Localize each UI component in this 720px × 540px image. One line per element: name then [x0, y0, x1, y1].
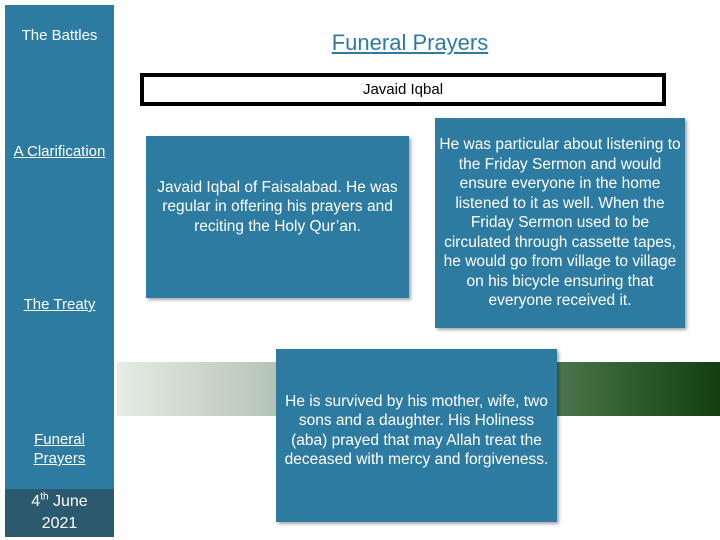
sidebar-item-a-clarification[interactable]: A Clarification: [13, 143, 106, 160]
date-box: [5, 489, 114, 537]
sermon-card: [435, 118, 685, 328]
sidebar-item-the-battles[interactable]: The Battles: [21, 27, 98, 44]
date-suffix: th: [40, 491, 49, 503]
date-day-line: [5, 491, 114, 513]
sidebar-item-funeral-prayers[interactable]: Funeral Prayers: [33, 431, 86, 467]
survived-card-text: He is survived by his mother, wife, two sons and a daughter. His Holiness (aba) prayed that may Allah treat the deceased with mercy and forgiveness.: [284, 392, 549, 468]
date-month: June: [53, 493, 88, 510]
sermon-card-text: He was particular about listening to the Friday Sermon and would ensure everyone in the home listened to it as well. When the Friday Sermon used to be circulated through cassette tapes, he would go from village to village on his bicycle ensuring that everyone received it.: [439, 136, 681, 310]
name-bar: [140, 73, 666, 106]
page-title[interactable]: Funeral Prayers: [331, 30, 489, 55]
intro-card-text: Javaid Iqbal of Faisalabad. He was regular in offering his prayers and reciting the Holy Qur’an.: [157, 178, 398, 235]
intro-card: [146, 136, 409, 298]
date-day: 4: [31, 493, 41, 510]
sidebar-item-the-treaty[interactable]: The Treaty: [23, 296, 96, 313]
name-bar-label: Javaid Iqbal: [143, 76, 663, 103]
date-year: 2021: [41, 515, 78, 532]
survived-card: [276, 349, 557, 522]
